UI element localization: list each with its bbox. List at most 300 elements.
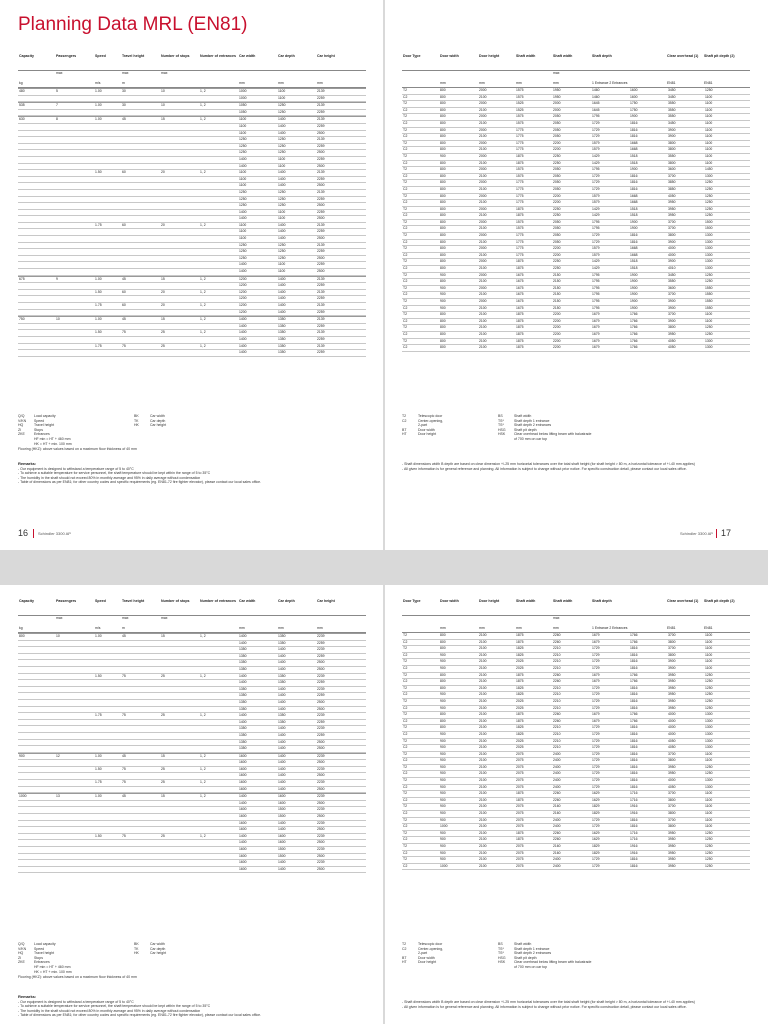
table-cell: 2075 bbox=[516, 817, 524, 822]
table-cell bbox=[55, 96, 94, 102]
table-cell: 1.50 bbox=[95, 170, 102, 175]
table-cell: 1775 bbox=[516, 239, 524, 244]
table-cell: 1400 bbox=[278, 732, 286, 737]
table-cell bbox=[121, 337, 160, 343]
table-cell: C2 bbox=[403, 173, 408, 178]
table-row bbox=[18, 827, 366, 834]
table-cell: 2100 bbox=[479, 764, 487, 769]
legend-value: Load capacity bbox=[34, 414, 56, 418]
table-cell: EN81 bbox=[667, 626, 676, 630]
remarks-list bbox=[18, 467, 358, 485]
table-cell bbox=[199, 687, 238, 693]
table-cell: 2500 bbox=[317, 739, 325, 744]
table-cell: 1875 bbox=[516, 639, 524, 644]
table-cell: 1679 bbox=[592, 318, 600, 323]
table-cell: 2025 bbox=[516, 745, 524, 750]
table-cell: 4000 bbox=[668, 246, 676, 251]
legend-value: HK = HT + min. 100 mm bbox=[34, 441, 72, 446]
table-cell: 900 bbox=[440, 652, 446, 657]
table-cell: 1875 bbox=[516, 679, 524, 684]
table-row bbox=[402, 844, 750, 851]
table-cell: 2500 bbox=[317, 746, 325, 751]
table-cell bbox=[55, 801, 94, 807]
table-cell: 3550 bbox=[668, 153, 676, 158]
table-cell bbox=[18, 131, 55, 137]
table-cell: 4050 bbox=[668, 193, 676, 198]
table-cell: 2100 bbox=[479, 305, 487, 310]
table-cell bbox=[199, 256, 238, 262]
table-cell bbox=[94, 269, 121, 275]
table-cell: 20 bbox=[161, 170, 165, 175]
table-cell bbox=[316, 71, 355, 81]
table-cell: 1, 2 bbox=[200, 89, 206, 93]
legend-value: Door width bbox=[418, 427, 435, 432]
legend-key: BS bbox=[498, 414, 503, 418]
table-cell bbox=[160, 110, 199, 116]
table-cell: 45 bbox=[122, 117, 126, 122]
table-cell bbox=[55, 350, 94, 356]
table-cell bbox=[199, 324, 238, 330]
table-cell: 1200 bbox=[239, 296, 247, 301]
table-cell: 1750 bbox=[630, 107, 638, 112]
table-cell: 2500 bbox=[317, 130, 325, 135]
table-cell bbox=[121, 137, 160, 143]
table-cell: 1100 bbox=[705, 160, 713, 165]
table-cell bbox=[18, 814, 55, 820]
table-cell: 3700 bbox=[668, 292, 676, 297]
table-cell: Car height bbox=[317, 599, 335, 603]
table-cell: 800 bbox=[440, 127, 446, 132]
table-cell: 1575 bbox=[516, 114, 524, 119]
table-cell: 1500 bbox=[278, 853, 286, 858]
table-cell bbox=[94, 654, 121, 660]
table-cell: 1550 bbox=[705, 305, 713, 310]
table-cell bbox=[121, 164, 160, 170]
table-cell: 2000 bbox=[479, 167, 487, 172]
table-cell: 2100 bbox=[479, 325, 487, 330]
table-cell: 3450 bbox=[668, 272, 676, 277]
table-cell: 1300 bbox=[705, 259, 713, 264]
table-cell bbox=[55, 746, 94, 752]
table-cell bbox=[55, 700, 94, 706]
table-cell: 3950 bbox=[668, 844, 676, 848]
table-cell: 1100 bbox=[239, 176, 247, 181]
table-cell: 2259 bbox=[317, 296, 325, 301]
table-cell: 1875 bbox=[516, 266, 524, 271]
table-cell: 800 bbox=[440, 180, 446, 185]
table-cell: 1350 bbox=[239, 653, 247, 658]
table-cell: T2 bbox=[403, 153, 407, 158]
table-cell: 1100 bbox=[705, 646, 713, 651]
legend-left bbox=[18, 414, 138, 446]
legend-key: Q/Q bbox=[18, 942, 25, 946]
table-row bbox=[402, 851, 750, 858]
table-cell: 1350 bbox=[239, 647, 247, 652]
table-cell bbox=[121, 733, 160, 739]
table-cell: 1400 bbox=[239, 350, 247, 355]
table-row bbox=[18, 310, 366, 317]
table-cell: 2210 bbox=[553, 731, 561, 736]
table-row bbox=[18, 344, 366, 351]
legend-value: HK = HT + min. 100 mm bbox=[34, 969, 72, 974]
table-cell bbox=[55, 807, 94, 813]
legend-value: HF min = HT + 460 mm bbox=[34, 964, 71, 969]
table-cell: 2100 bbox=[479, 318, 487, 323]
legend-value: Travel height bbox=[34, 423, 55, 428]
table-cell bbox=[55, 81, 94, 87]
table-cell: 1100 bbox=[705, 633, 713, 637]
table-row bbox=[402, 345, 750, 352]
table-cell bbox=[121, 687, 160, 693]
table-cell bbox=[94, 203, 121, 209]
table-row bbox=[402, 200, 750, 207]
table-cell bbox=[94, 693, 121, 699]
table-cell: 900 bbox=[440, 305, 446, 310]
table-cell bbox=[160, 733, 199, 739]
table-cell: 1400 bbox=[278, 827, 286, 832]
table-cell: 1550 bbox=[705, 299, 713, 303]
table-cell: T2 bbox=[403, 272, 407, 277]
table-cell: 1400 bbox=[239, 343, 247, 348]
table-cell: 2259 bbox=[317, 123, 325, 128]
table-cell: 800 bbox=[440, 226, 446, 231]
table-cell bbox=[160, 654, 199, 660]
table-cell bbox=[55, 190, 94, 196]
table-cell bbox=[121, 350, 160, 356]
table-cell: 2400 bbox=[553, 857, 561, 862]
table-row bbox=[402, 659, 750, 666]
legend-value: Car depth bbox=[150, 418, 166, 423]
table-cell: 1300 bbox=[705, 173, 713, 178]
table-cell: 2500 bbox=[317, 150, 325, 155]
table-cell: C2 bbox=[403, 239, 408, 244]
table-cell: 3700 bbox=[668, 791, 676, 796]
table-cell: 800 bbox=[440, 325, 446, 330]
table-cell bbox=[55, 183, 94, 189]
table-row bbox=[18, 276, 366, 284]
table-row bbox=[18, 236, 366, 243]
table-cell bbox=[94, 310, 121, 316]
table-cell: Capacity bbox=[19, 599, 34, 603]
table-row bbox=[18, 793, 366, 801]
table-cell: 1575 bbox=[516, 219, 524, 224]
table-cell: 1.50 bbox=[95, 673, 102, 678]
table-cell bbox=[160, 760, 199, 766]
table-cell: 800 bbox=[440, 107, 446, 112]
remark-line: - All given information is for general reference and planning. All information is subject to change without prior notice. For specific construction detail, please contact our local sales office. bbox=[402, 1004, 687, 1009]
table-cell: 1729 bbox=[592, 705, 600, 710]
table-row bbox=[402, 633, 750, 640]
table-cell bbox=[55, 674, 94, 680]
table-cell: 2100 bbox=[479, 292, 487, 297]
table-cell bbox=[55, 693, 94, 699]
table-cell bbox=[18, 296, 55, 302]
table-cell: 45 bbox=[122, 634, 126, 638]
legend-left-2 bbox=[18, 942, 138, 974]
table-cell: 3800 bbox=[668, 160, 676, 165]
table-cell bbox=[18, 707, 55, 713]
table-cell: 2239 bbox=[317, 860, 325, 865]
table-row bbox=[402, 752, 750, 759]
table-cell bbox=[199, 700, 238, 706]
table-cell: 800 bbox=[440, 140, 446, 145]
table-cell: 800 bbox=[440, 279, 446, 284]
table-cell: 2075 bbox=[516, 863, 524, 868]
table-cell: 2025 bbox=[516, 665, 524, 670]
table-cell bbox=[94, 236, 121, 242]
table-cell: C2 bbox=[403, 147, 408, 152]
table-cell bbox=[121, 262, 160, 268]
table-cell: 800 bbox=[440, 718, 446, 723]
page-number-left: 16 bbox=[18, 528, 29, 538]
table-row bbox=[402, 745, 750, 752]
table-cell: 1400 bbox=[278, 130, 286, 135]
table-row bbox=[18, 667, 366, 674]
table-cell: 1816 bbox=[630, 725, 638, 730]
table-cell: 2500 bbox=[317, 814, 325, 819]
table-cell: 2239 bbox=[317, 726, 325, 731]
legend-item bbox=[134, 951, 214, 956]
table-cell bbox=[18, 660, 55, 666]
table-cell: 800 bbox=[440, 186, 446, 191]
table-cell: 1675 bbox=[516, 285, 524, 290]
table-cell: 2210 bbox=[553, 698, 561, 703]
table-cell bbox=[94, 740, 121, 746]
table-cell bbox=[121, 760, 160, 766]
table-cell: 1829 bbox=[592, 850, 600, 855]
table-cell: 1100 bbox=[278, 262, 286, 267]
table-row bbox=[18, 633, 366, 641]
table-cell: 1729 bbox=[592, 120, 600, 125]
table-cell: 800 bbox=[440, 685, 446, 690]
table-cell: 3950 bbox=[668, 764, 676, 769]
table-cell bbox=[55, 854, 94, 860]
table-cell: 2100 bbox=[479, 312, 487, 317]
table-cell bbox=[121, 190, 160, 196]
table-cell: 2139 bbox=[317, 89, 325, 93]
table-cell: max bbox=[553, 616, 560, 620]
table-cell bbox=[18, 746, 55, 752]
table-cell: 1250 bbox=[705, 685, 713, 690]
table-cell: 1300 bbox=[705, 233, 713, 238]
table-cell: 1250 bbox=[239, 249, 247, 254]
table-cell bbox=[199, 190, 238, 196]
table-cell bbox=[160, 337, 199, 343]
table-row bbox=[18, 733, 366, 740]
table-header bbox=[402, 599, 750, 616]
table-cell: 900 bbox=[440, 758, 446, 763]
table-cell: 1100 bbox=[239, 222, 247, 227]
table-cell bbox=[94, 700, 121, 706]
table-cell: 2239 bbox=[317, 794, 325, 799]
table-cell: 2100 bbox=[479, 705, 487, 710]
table-cell bbox=[18, 164, 55, 170]
table-cell: 800 bbox=[440, 633, 446, 637]
table-cell bbox=[18, 269, 55, 275]
table-cell: 1766 bbox=[630, 345, 638, 350]
table-cell: 1816 bbox=[630, 180, 638, 185]
legend-key bbox=[498, 965, 514, 970]
table-cell: 1, 2 bbox=[200, 276, 206, 281]
table-cell: 2100 bbox=[479, 778, 487, 783]
table-cell: 1250 bbox=[705, 837, 713, 842]
table-row bbox=[402, 778, 750, 785]
table-cell: 1600 bbox=[239, 847, 247, 851]
table-cell: 1 Entrance 2 Entrances bbox=[592, 81, 628, 85]
table-cell: 8 bbox=[56, 117, 58, 122]
table-cell bbox=[55, 337, 94, 343]
table-cell: 3950 bbox=[668, 830, 676, 835]
table-cell: Shaft width bbox=[516, 54, 536, 58]
table-cell: 1795 bbox=[592, 285, 600, 290]
table-cell: 1100 bbox=[705, 147, 713, 152]
legend-value: Door height bbox=[418, 432, 437, 437]
table-cell: 1100 bbox=[278, 216, 286, 221]
table-cell: 1600 bbox=[239, 827, 247, 832]
table-cell: 10 bbox=[56, 317, 60, 322]
table-cell: 3850 bbox=[668, 186, 676, 191]
table-cell: 1250 bbox=[705, 180, 713, 185]
table-cell: T2 bbox=[403, 219, 407, 224]
table-cell: C2 bbox=[403, 758, 408, 763]
table-cell: C2 bbox=[403, 252, 408, 257]
table-cell: 1400 bbox=[278, 236, 286, 241]
table-cell bbox=[18, 96, 55, 102]
legend-key: TK bbox=[134, 946, 139, 951]
table-cell: T2 bbox=[403, 844, 407, 848]
table-cell: 800 bbox=[440, 114, 446, 119]
table-cell: 2050 bbox=[553, 180, 561, 185]
table-cell: 1775 bbox=[516, 193, 524, 198]
table-cell: 1250 bbox=[705, 705, 713, 710]
table-cell: Shaft width bbox=[553, 599, 573, 603]
table-cell bbox=[55, 137, 94, 143]
table-cell bbox=[160, 256, 199, 262]
table-cell: 3450 bbox=[668, 120, 676, 125]
table-cell: max bbox=[56, 71, 63, 75]
table-cell: 3700 bbox=[668, 173, 676, 178]
table-cell: 1400 bbox=[278, 773, 286, 778]
table-cell: 1400 bbox=[278, 760, 286, 765]
table-cell: 1250 bbox=[705, 325, 713, 330]
table-cell: C2 bbox=[403, 665, 408, 670]
table-cell: T2 bbox=[403, 285, 407, 290]
table-cell: C2 bbox=[403, 107, 408, 112]
table-cell: 25 bbox=[161, 833, 165, 838]
table-cell: 1400 bbox=[278, 693, 286, 698]
table-row bbox=[402, 95, 750, 102]
table-cell bbox=[199, 337, 238, 343]
table-cell: C2 bbox=[403, 705, 408, 710]
table-cell: 1729 bbox=[592, 692, 600, 697]
table-cell: 1300 bbox=[705, 345, 713, 350]
table-cell: 1729 bbox=[592, 784, 600, 789]
table-cell: 800 bbox=[440, 200, 446, 205]
table-cell bbox=[121, 177, 160, 183]
table-cell bbox=[55, 647, 94, 653]
table-row bbox=[402, 167, 750, 174]
table-cell: 2150 bbox=[553, 279, 561, 284]
table-cell bbox=[94, 707, 121, 713]
table-cell bbox=[18, 290, 55, 296]
table-cell: 1679 bbox=[592, 712, 600, 717]
table-cell: 1600 bbox=[239, 786, 247, 791]
table-cell: 2050 bbox=[553, 239, 561, 244]
table-cell: 30 bbox=[122, 89, 126, 93]
table-cell bbox=[18, 773, 55, 779]
table-cell: 2210 bbox=[553, 665, 561, 670]
table-cell: 900 bbox=[440, 738, 446, 743]
legend-value: 2-part bbox=[418, 951, 428, 956]
table-cell: 800 bbox=[440, 246, 446, 251]
table-cell bbox=[199, 243, 238, 249]
table-cell: 1875 bbox=[516, 206, 524, 211]
table-cell: 1579 bbox=[592, 246, 600, 251]
table-cell: 2200 bbox=[553, 200, 561, 205]
table-cell: 1.50 bbox=[95, 289, 102, 294]
table-cell: 2239 bbox=[317, 634, 325, 638]
table-cell bbox=[94, 150, 121, 156]
table-cell: 1900 bbox=[630, 226, 638, 231]
table-cell: 2100 bbox=[479, 751, 487, 756]
table-cell: 2100 bbox=[479, 672, 487, 677]
table-cell: 1900 bbox=[630, 167, 638, 172]
table-cell bbox=[199, 814, 238, 820]
table-cell: 1600 bbox=[239, 780, 247, 785]
table-cell bbox=[18, 157, 55, 163]
table-cell: T2 bbox=[403, 140, 407, 145]
table-cell: 10 bbox=[161, 103, 165, 108]
legend-value: Telescopic door bbox=[418, 414, 443, 418]
table-cell bbox=[94, 801, 121, 807]
table-cell: 2200 bbox=[553, 331, 561, 336]
table-cell: 1100 bbox=[278, 89, 286, 93]
table-cell bbox=[18, 674, 55, 680]
table-cell bbox=[121, 693, 160, 699]
table-cell bbox=[199, 310, 238, 316]
table-cell: 1916 bbox=[630, 811, 638, 816]
table-cell bbox=[94, 746, 121, 752]
page-16 bbox=[0, 0, 383, 550]
table-cell: 1350 bbox=[239, 699, 247, 704]
table-cell: 1100 bbox=[705, 114, 713, 119]
table-cell: 1400 bbox=[239, 794, 247, 799]
table-cell bbox=[121, 726, 160, 732]
table-cell: 3850 bbox=[668, 180, 676, 185]
table-cell: 1816 bbox=[630, 784, 638, 789]
table-cell: 15 bbox=[161, 276, 165, 281]
table-cell: 1400 bbox=[278, 117, 286, 122]
table-cell: 3950 bbox=[668, 200, 676, 205]
table-cell: 3550 bbox=[668, 114, 676, 119]
table-cell bbox=[55, 131, 94, 137]
table-cell: 1100 bbox=[278, 209, 286, 214]
table-cell: 2400 bbox=[553, 764, 561, 769]
table-cell bbox=[55, 860, 94, 866]
table-cell bbox=[160, 243, 199, 249]
table-subheader bbox=[18, 616, 366, 626]
legend-value: HF min = HT + 460 mm bbox=[34, 436, 71, 441]
table-cell: 3800 bbox=[668, 147, 676, 152]
table-cell: 2100 bbox=[479, 659, 487, 664]
table-row bbox=[18, 654, 366, 661]
table-cell: Travel height bbox=[122, 54, 145, 58]
table-cell: 2139 bbox=[317, 103, 325, 108]
table-cell: 3900 bbox=[668, 659, 676, 664]
table-cell: 2259 bbox=[317, 95, 325, 100]
table-cell: 800 bbox=[440, 672, 446, 677]
table-row bbox=[402, 831, 750, 838]
